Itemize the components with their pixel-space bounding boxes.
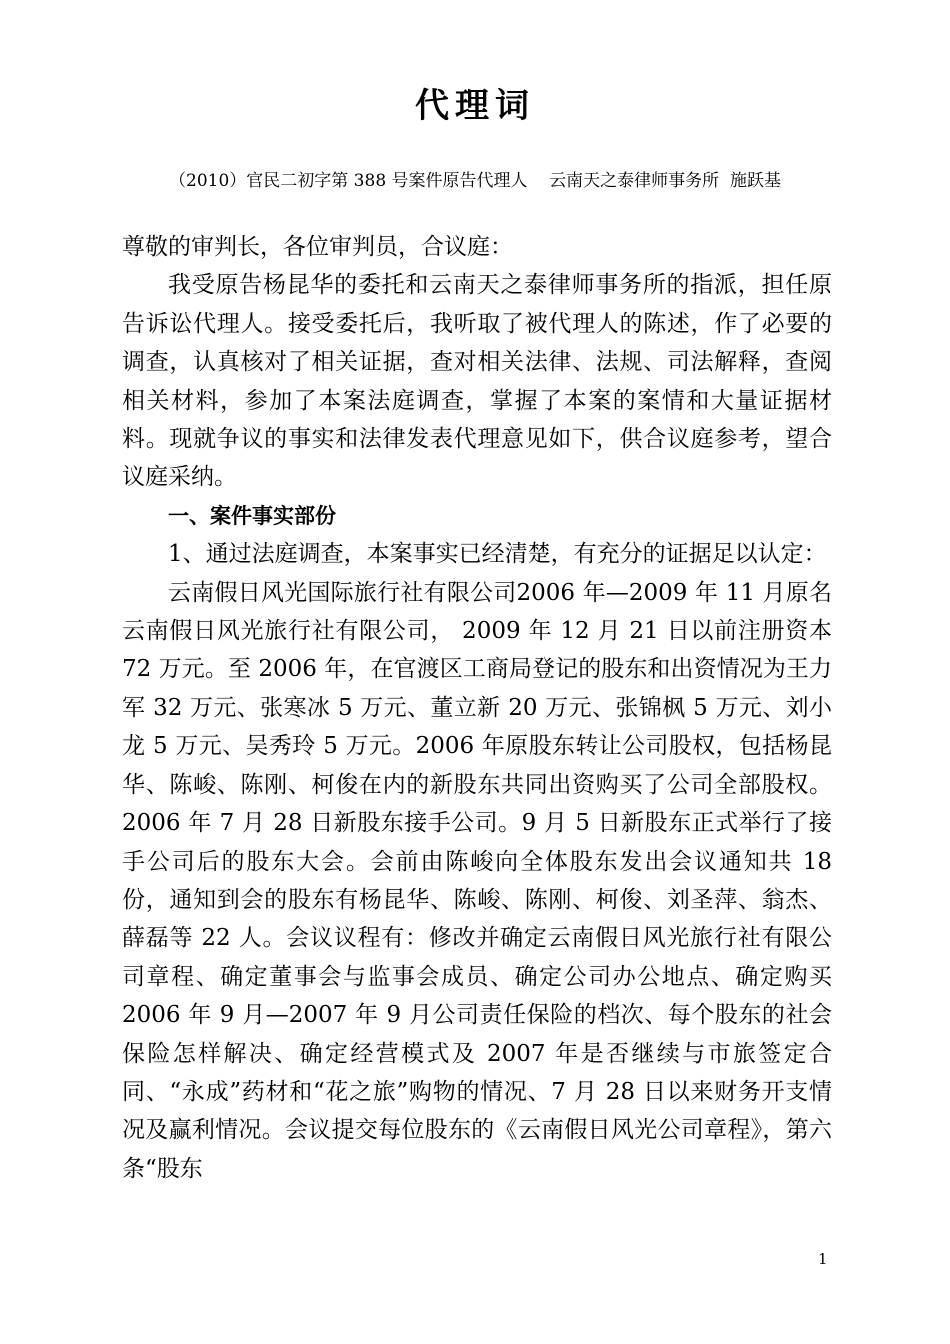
document-body	[122, 228, 832, 1188]
salutation: 尊敬的审判长，各位审判员，合议庭：	[122, 234, 513, 260]
point-1: 1、通过法庭调查，本案事实已经清楚，有充分的证据足以认定：	[168, 541, 827, 568]
case-subtitle: （2010）官民二初字第 388 号案件原告代理人 云南天之泰律师事务所 施跃基	[169, 171, 781, 191]
intro-paragraph: 我受原告杨昆华的委托和云南天之泰律师事务所的指派，担任原告诉讼代理人。接受委托后，我听取了被代理人的陈述，作了必要的调查，认真核对了相关证据，查对相关法律、法规、司法解释，查阅相关材料，参加了本案法庭调查，掌握了本案的案情和大量证据材料。现就争议的事实和法律发表代理意见如下，供合议庭参考，望合议庭采纳。	[122, 272, 832, 491]
facts-paragraph: 云南假日风光国际旅行社有限公司2006 年—2009 年 11 月原名云南假日风光旅行社有限公司， 2009 年 12 月 21 日以前注册资本 72 万元。至 2006 年，在官渡区工商局登记的股东和出资情况为王力军 32 万元、张寒冰 5 万元、董立新 20 万元、张锦枫 5 万元、刘小龙 5 万元、吴秀玲 5 万元。2006 年原股东转让公司股权，包括杨昆华、陈峻、陈刚、柯俊在内的新股东共同出资购买了公司全部股权。2006 年 7 月 28 日新股东接手公司。9 月 5 日新股东正式举行了接手公司后的股东大会。会前由陈峻向全体股东发出会议通知共 18 份，通知到会的股东有杨昆华、陈峻、陈刚、柯俊、刘圣萍、翁杰、薛磊等 22 人。会议议程有：修改并确定云南假日风光旅行社有限公司章程、确定董事会与监事会成员、确定公司办公地点、确定购买 2006 年 9 月—2007 年 9 月公司责任保险的档次、每个股东的社会保险怎样解决、确定经营模式及 2007 年是否继续与市旅签定合同、“永成”药材和“花之旅”购物的情况、7 月 28 日以来财务开支情况及赢利情况。会议提交每位股东的《云南假日风光公司章程》，第六条“股东	[122, 579, 832, 1182]
page-number: 1	[818, 1250, 828, 1268]
document-title: 代理词	[415, 86, 535, 126]
section-heading: 一、案件事实部份	[168, 503, 336, 528]
